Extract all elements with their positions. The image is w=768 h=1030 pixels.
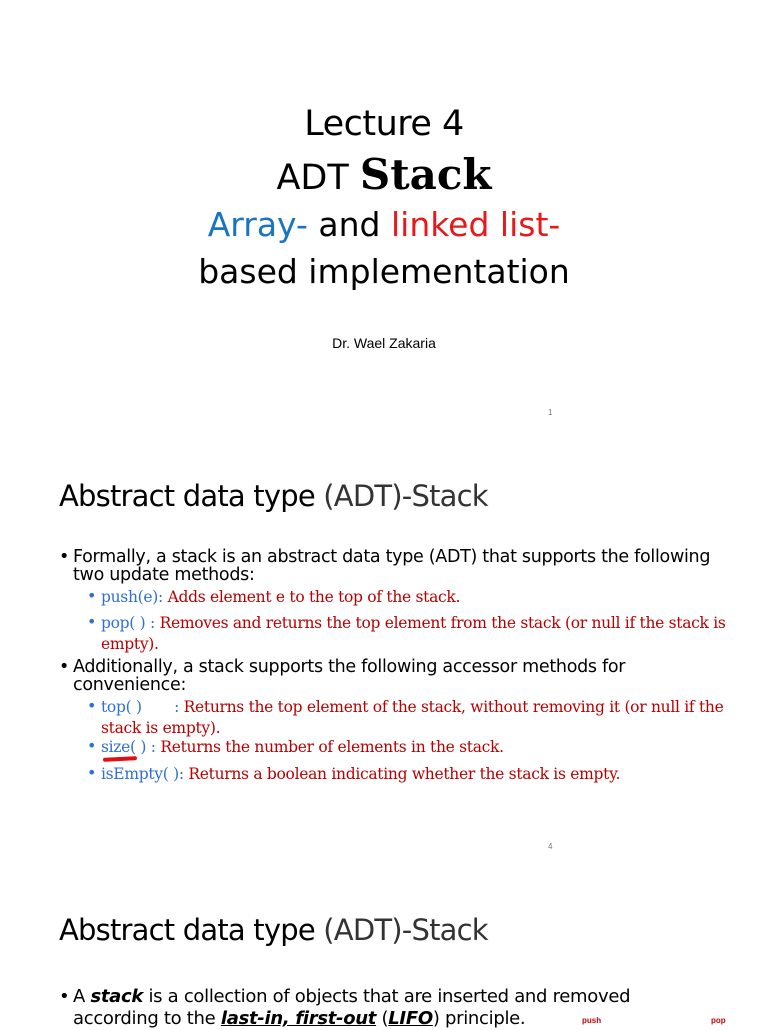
sub-bullet-dot: • xyxy=(87,586,97,605)
lecture-title: Lecture 4 xyxy=(304,104,464,144)
and-text: and xyxy=(307,205,391,244)
subtitle-line1 xyxy=(0,205,768,244)
stack-term: stack xyxy=(90,986,144,1007)
bullet-dot: • xyxy=(59,657,70,677)
paren-open: ( xyxy=(376,1008,389,1029)
bullet-stack-def xyxy=(59,986,739,1030)
author-name: Dr. Wael Zakaria xyxy=(332,335,436,351)
stack-label: Stack xyxy=(359,150,492,199)
page-number-1: 1 xyxy=(548,408,553,417)
linked-list-text: linked list- xyxy=(390,205,561,244)
heading-light: (ADT)-Stack xyxy=(323,913,488,947)
page-number-4: 4 xyxy=(548,842,553,851)
method-push xyxy=(87,587,727,608)
top-description: Returns the top element of the stack, without removing it (or null if the stack is empty). xyxy=(101,698,724,737)
top-method-name: top( ) : xyxy=(101,698,180,716)
bullet-text: Formally, a stack is an abstract data type (ADT) that supports the following two update methods: xyxy=(73,547,711,585)
sub-bullet-dot: • xyxy=(87,612,97,631)
pop-method-name: pop( ) : xyxy=(101,614,155,632)
push-method-name: push(e): xyxy=(101,588,163,606)
slide2-heading xyxy=(59,479,488,513)
subtitle-line2: based implementation xyxy=(198,252,570,291)
push-description: Adds element e to the top of the stack. xyxy=(162,588,461,606)
size-method-name: size( ) : xyxy=(101,738,156,756)
array-text: Array- xyxy=(207,205,308,244)
sub-bullet-dot: • xyxy=(87,763,97,782)
bullet-additionally xyxy=(59,658,739,694)
method-size xyxy=(87,737,727,758)
bullet-dot: • xyxy=(59,986,70,1007)
slide3-heading xyxy=(59,913,488,947)
bullet-formally xyxy=(59,548,739,584)
heading-main: Abstract data type xyxy=(59,913,324,947)
adt-label: ADT xyxy=(276,158,360,198)
isempty-description: Returns a boolean indicating whether the stack is empty. xyxy=(183,765,621,783)
isempty-method-name: isEmpty( ): xyxy=(101,765,184,783)
push-label: push xyxy=(582,1016,602,1025)
method-pop xyxy=(87,613,727,655)
size-description: Returns the number of elements in the stack. xyxy=(155,738,504,756)
bullet-dot: • xyxy=(59,547,70,567)
bullet-text: Additionally, a stack supports the following accessor methods for convenience: xyxy=(73,657,626,695)
heading-light: (ADT)-Stack xyxy=(323,479,488,513)
lifo-abbrev: LIFO xyxy=(388,1008,433,1029)
text-rest: is a collection of objects that are inserted and removed xyxy=(143,986,631,1007)
method-isempty xyxy=(87,764,727,785)
sub-bullet-dot: • xyxy=(87,736,97,755)
lifo-words: last-in, first-out xyxy=(220,1008,377,1029)
red-underline-mark xyxy=(103,756,137,762)
sub-bullet-dot: • xyxy=(87,696,97,715)
heading-main: Abstract data type xyxy=(59,479,324,513)
pop-description: Removes and returns the top element from the stack (or null if the stack is empty). xyxy=(101,614,726,653)
method-top xyxy=(87,697,727,739)
text-a: A xyxy=(73,986,91,1007)
adt-stack-title xyxy=(0,150,768,199)
text-according: according to the xyxy=(73,1008,221,1029)
pop-label: pop xyxy=(711,1016,726,1025)
paren-close: ) principle. xyxy=(432,1008,526,1029)
